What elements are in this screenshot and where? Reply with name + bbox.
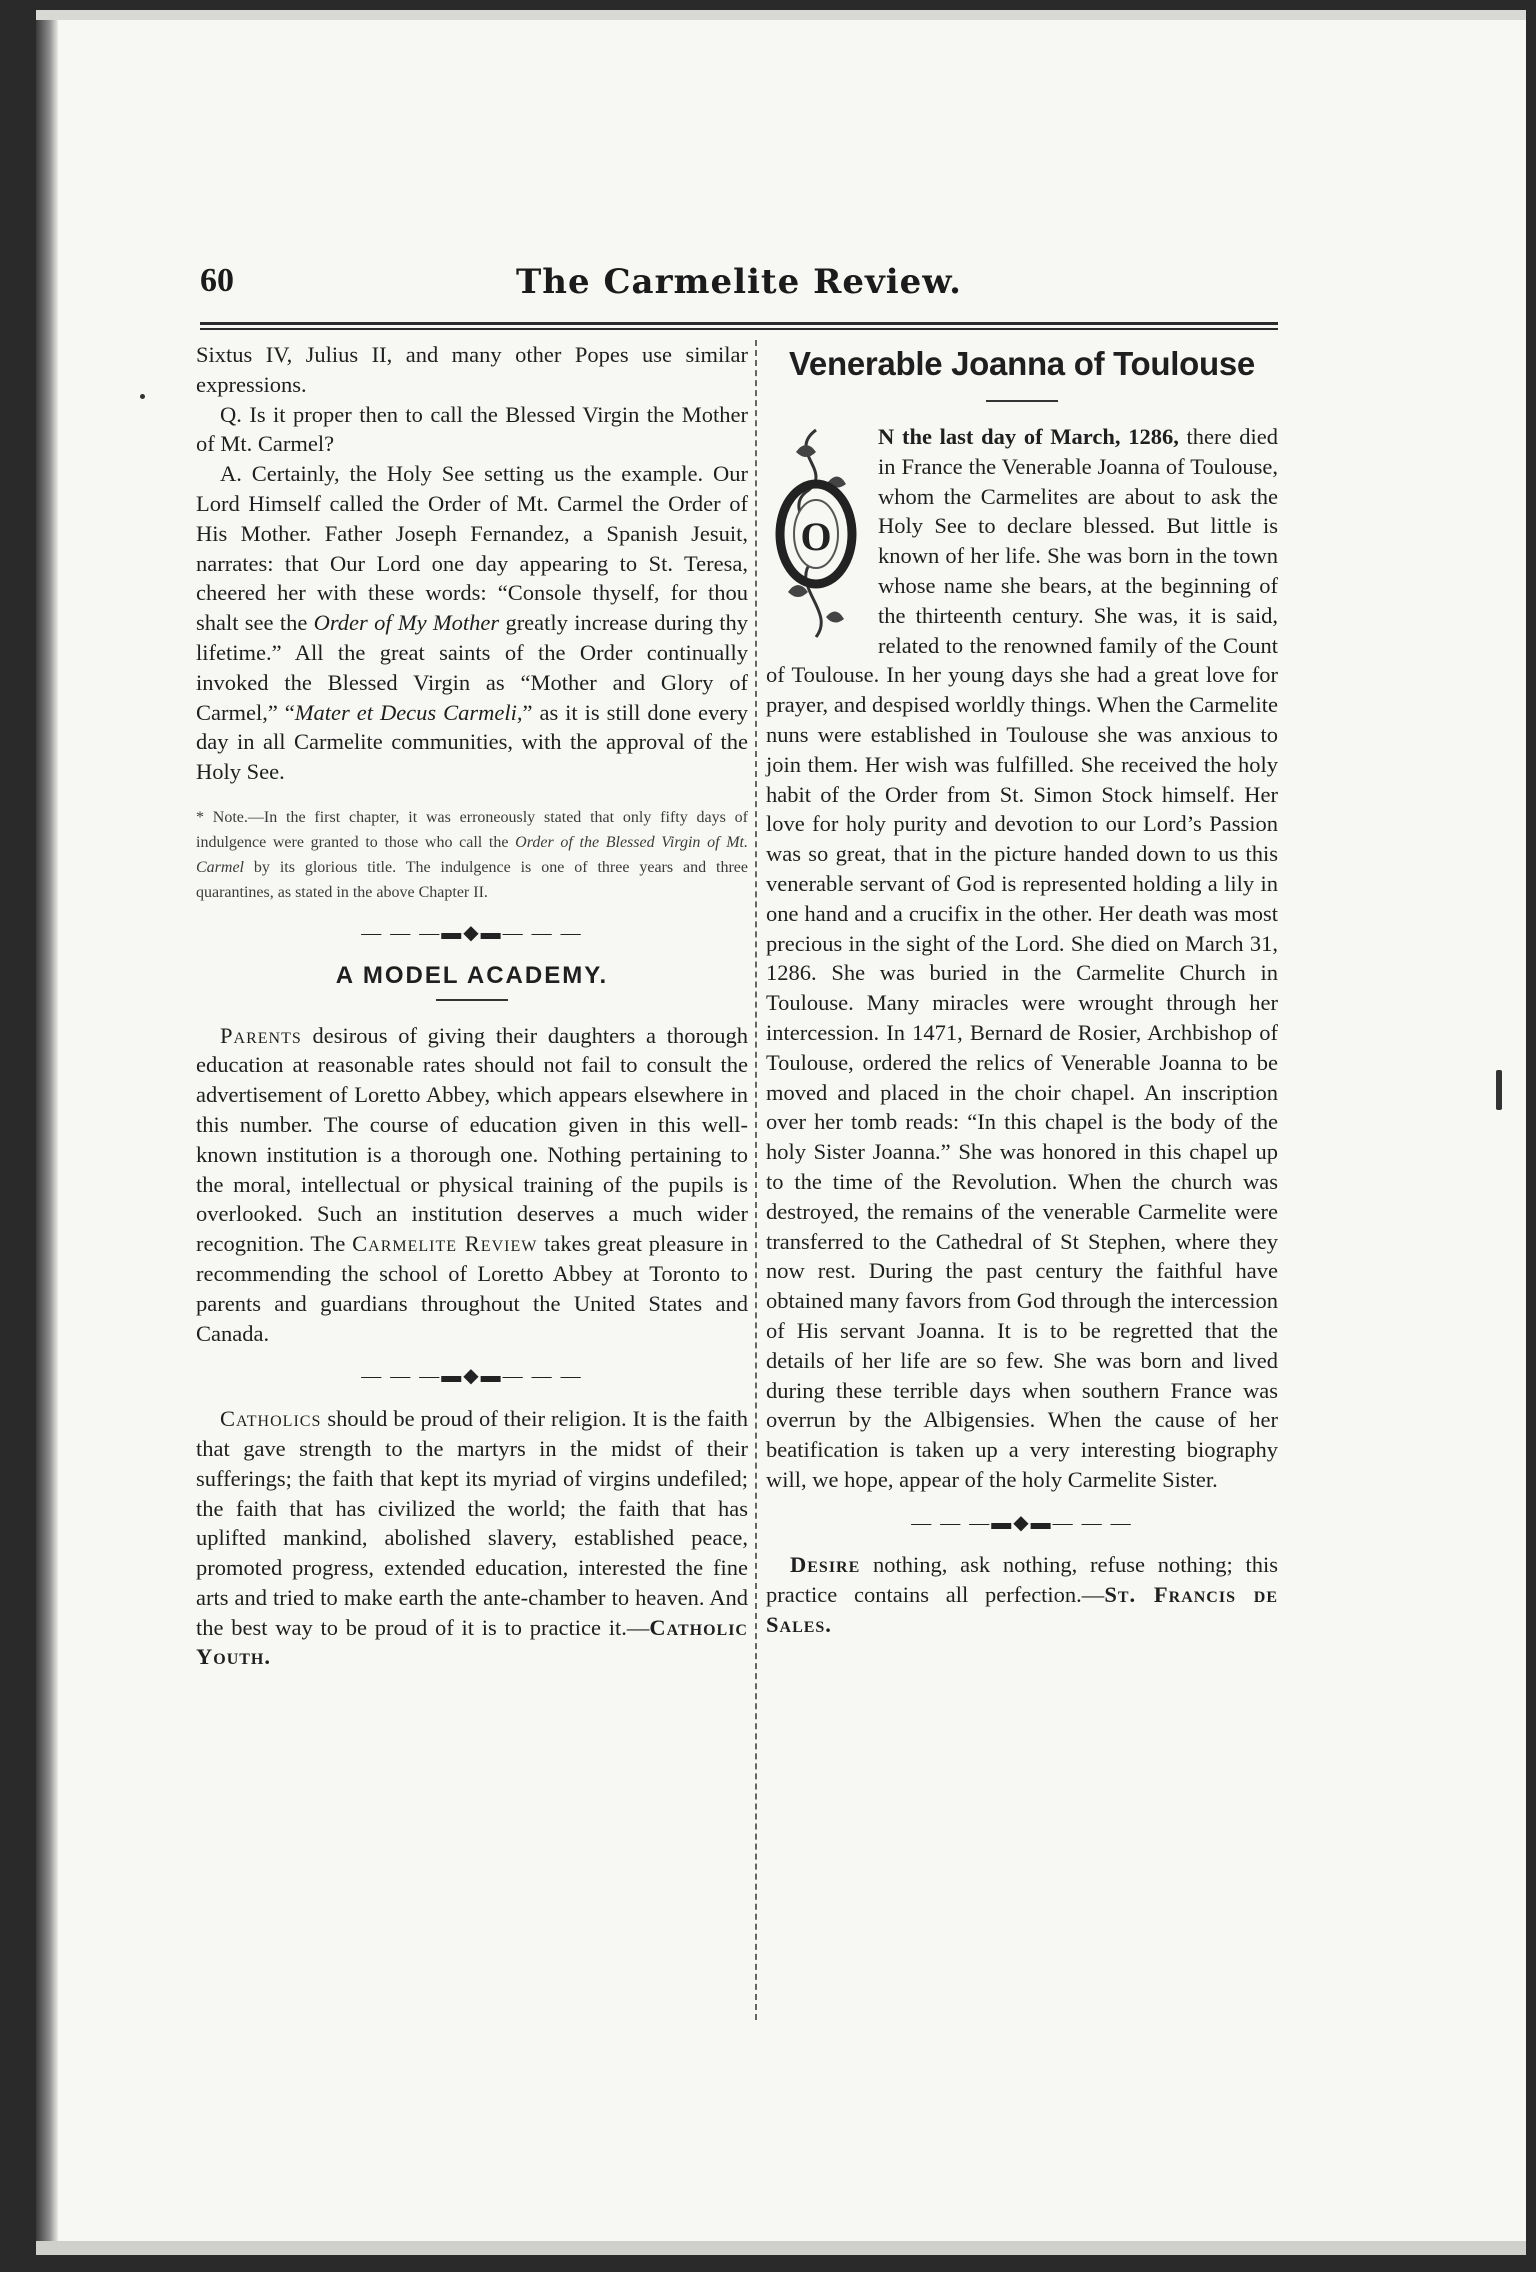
running-title: The Carmelite Review. bbox=[516, 262, 962, 302]
column-divider bbox=[755, 340, 757, 2020]
answer-italic-order: Order of My Mother bbox=[313, 610, 500, 636]
footnote-italic: Order of the Blessed Virgin of Mt. Carmel bbox=[196, 833, 749, 876]
paragraph-popes: Sixtus IV, Julius II, and many other Popes use similar expressions. bbox=[196, 342, 748, 397]
paragraph-catholics bbox=[196, 1404, 748, 1672]
joanna-text: there died in France the Venerable Joanna of Toulouse, whom the Carmelites are about to ask the Holy See to declare blessed. But little is known of her life. She was born in the town whose name she bears, at the beginning of the thirteenth century. She was, it is said, related to the renowned family of the Count of Toulouse. In her young days she had a great love for prayer, and despised worldly things. When the Carmelite nuns were established in Toulouse she was anxious to join them. Her wish was fulfilled. She received the holy habit of the Order from St. Simon Stock himself. Her love for holy purity and devotion to our Lord’s Passion was so great, that in the picture handed down to us this venerable servant of God is represented holding a lily in one hand and a crucifix in the other. Her death was most precious in the sight of the Lord. She died on March 31, 1286. She was buried in the Carmelite Church in Toulouse. Many miracles were wrought through her intercession. In 1471, Bernard de Rosier, Archbishop of Toulouse, ordered the relics of Venerable Joanna to be moved and placed in the choir chapel. An inscription over her tomb reads: “In this chapel is the body of the holy Sister Joanna.” She was honored in this chapel up to the time of the Revolution. When the church was destroyed, the remains of the venerable Carmelite were transferred to the Cathedral of St Stephen, where they now rest. During the past century the faithful have obtained many favors from God through the intercession of His servant Joanna. It is to be regretted that the details of her life are so few. She was born and lived during these terrible days when southern France was overrun by the Albigensies. When the cause of her beatification is taken up a very interesting biography will, we hope, appear of the holy Carmelite Sister. bbox=[766, 424, 1278, 1492]
opening-words: N the last day of March, 1286, bbox=[878, 424, 1179, 449]
footnote-text-b: by its glorious title. The indulgence is one of three years and three quarantines, as stated in the above Chapter II. bbox=[196, 858, 748, 901]
desire-text: nothing, ask nothing, refuse nothing; this practice contains all perfection.— bbox=[766, 1552, 1278, 1608]
section-heading: A MODEL ACADEMY. bbox=[335, 961, 609, 989]
catholics-lead: Catholics bbox=[220, 1406, 322, 1432]
page-bottom-edge bbox=[36, 2241, 1526, 2255]
answer-italic-latin: Mater et Decus Carmeli, bbox=[294, 699, 523, 725]
desire-source: St. Francis de Sales. bbox=[766, 1582, 1278, 1638]
academy-text-a: desirous of giving their daughters a thorough education at reasonable rates should not fail to consult the advertisement of Loretto Abbey, which appears elsewhere in this number. The course of education given in this well-known institution is a thorough one. Nothing pertaining to the moral, intellectual or physical training of the pupils is overlooked. Such an institution deserves a much wider recognition. The bbox=[196, 1022, 748, 1257]
dropcap-letter: O bbox=[800, 514, 832, 559]
page-spine bbox=[36, 10, 58, 2255]
heading-rule bbox=[436, 999, 508, 1001]
desire-lead: Desire bbox=[790, 1552, 861, 1578]
title-rule bbox=[986, 400, 1058, 402]
academy-text-b: takes great pleasure in recommending the school of Loretto Abbey at Toronto to parents and guardians throughout the United States and Canada. bbox=[196, 1231, 748, 1346]
ink-speck bbox=[140, 394, 145, 399]
ornamental-divider-3: — — —▬◆▬— — — bbox=[911, 1511, 1133, 1534]
ornamental-divider-2: — — —▬◆▬— — — bbox=[361, 1365, 583, 1388]
right-column bbox=[766, 340, 1278, 1640]
answer-text-c: ” as it is still done every day in all Carmelite communities, with the approval of the Holy See. bbox=[196, 699, 748, 785]
footnote-text-a: * Note.—In the first chapter, it was erroneously stated that only fifty days of indulgence were granted to those who call the bbox=[196, 808, 748, 851]
footnote bbox=[196, 805, 748, 905]
dropcap-vine-icon bbox=[766, 422, 866, 646]
paragraph-desire bbox=[766, 1550, 1278, 1639]
page-top-edge bbox=[36, 10, 1526, 20]
page-number: 60 bbox=[200, 262, 234, 299]
header-rule-thin bbox=[200, 328, 1278, 330]
page-header bbox=[200, 262, 1278, 308]
answer-text-b: greatly increase during thy lifetime.” All the great saints of the Order continually invoked the Blessed Virgin as “Mother and Glory of Carmel,” “ bbox=[196, 610, 748, 725]
left-column bbox=[196, 340, 748, 1672]
header-rule bbox=[200, 322, 1278, 325]
article-title: Venerable Joanna of Toulouse bbox=[789, 345, 1255, 382]
catholics-text: should be proud of their religion. It is the faith that gave strength to the martyrs in the midst of their sufferings; the faith that kept its myriad of virgins undefiled; the faith that has civilized the world; the faith that has uplifted mankind, abolished slavery, established peace, promoted progress, extended education, interested the fine arts and tried to make earth the ante-chamber to heaven. And the best way to be proud of it is to practice it.— bbox=[196, 1406, 748, 1640]
academy-review-name: Carmelite Review bbox=[352, 1231, 538, 1257]
answer-text-a: A. Certainly, the Holy See setting us the example. Our Lord Himself called the Order of Mt. Carmel the Order of His Mother. Father Joseph Fernandez, a Spanish Jesuit, narrates: that Our Lord one day appearing to St. Teresa, cheered her with these words: “Console thyself, for thou shalt see the bbox=[196, 461, 748, 636]
paragraph-answer bbox=[196, 459, 748, 787]
ornate-dropcap bbox=[766, 422, 866, 646]
catholics-source: Catholic Youth. bbox=[196, 1614, 748, 1670]
paragraph-question: Q. Is it proper then to call the Blessed Virgin the Mother of Mt. Carmel? bbox=[196, 401, 748, 457]
ornamental-divider: — — —▬◆▬— — — bbox=[361, 921, 583, 944]
academy-lead: Parents bbox=[220, 1022, 302, 1048]
paragraph-academy bbox=[196, 1021, 748, 1349]
ink-mark bbox=[1496, 1070, 1502, 1110]
